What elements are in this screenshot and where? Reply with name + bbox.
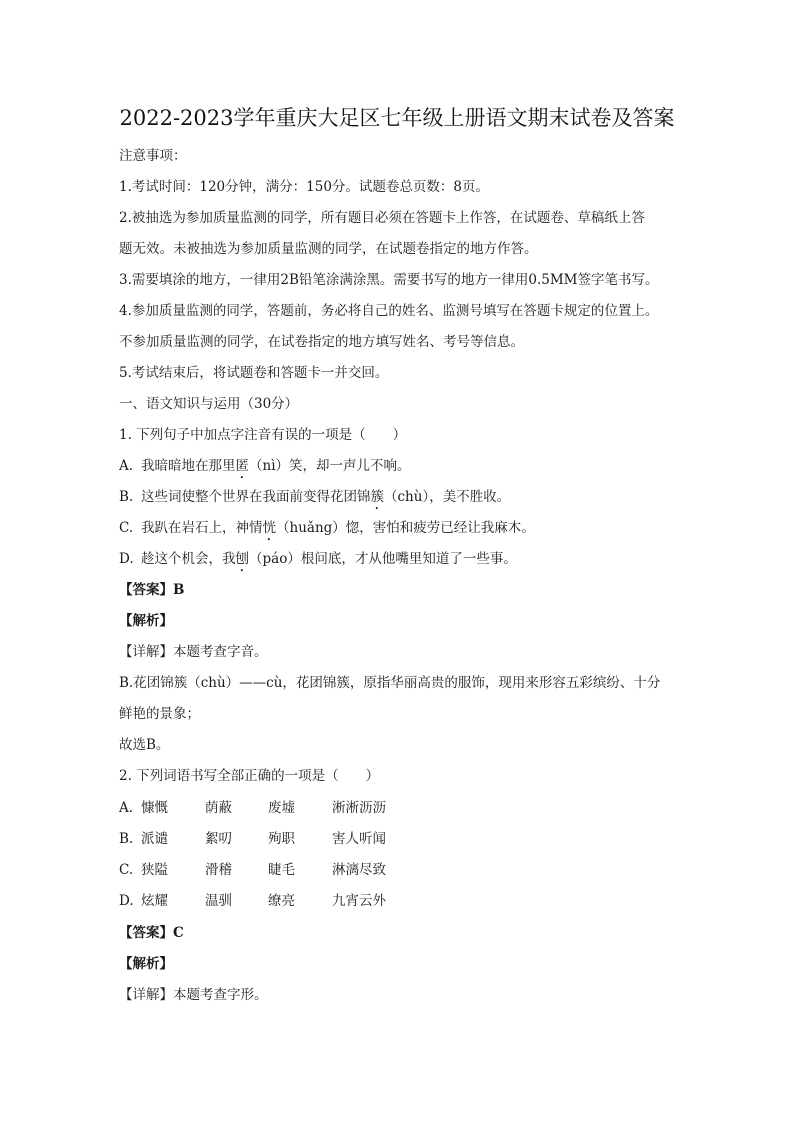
question-1-option-c <box>119 518 535 544</box>
note-item-4: 4.参加质量监测的同学，答题前，务必将自己的姓名、监测号填写在答题卡规定的位置上。 <box>119 303 659 319</box>
option-label: D. <box>119 551 134 567</box>
question-2-option-c <box>119 860 422 880</box>
option-text-pre: 这些词使整个世界在我面前变得花团锦 <box>141 489 371 505</box>
dotted-character: 恍 <box>262 520 276 536</box>
option-text-post: （páo）根问底，才从他嘴里知道了一些事。 <box>249 551 517 567</box>
question-1-option-a <box>119 456 411 482</box>
option-word: 慷慨 <box>141 800 168 816</box>
option-word: 缭亮 <box>268 893 295 909</box>
option-label: A. <box>119 458 134 474</box>
option-text-pre: 我趴在岩石上，神情 <box>141 520 263 536</box>
option-word: 害人听闻 <box>332 831 386 847</box>
question-1-detail: 【详解】本题考查字音。 <box>119 644 268 660</box>
option-label: D. <box>119 893 134 909</box>
note-item-4-cont: 不参加质量监测的同学，在试卷指定的地方填写姓名、考号等信息。 <box>119 334 524 350</box>
option-text-post: （huǎng）惚，害怕和疲劳已经让我麻木。 <box>276 520 535 536</box>
note-item-2: 2.被抽选为参加质量监测的同学，所有题目必须在答题卡上作答，在试题卷、草稿纸上答 <box>119 210 645 226</box>
option-text-pre: 我暗暗地在那里 <box>141 458 236 474</box>
question-1-stem: 1. 下列句子中加点字注音有误的一项是（ ） <box>119 427 407 443</box>
question-1-explanation-cont: 鲜艳的景象； <box>119 706 200 722</box>
note-item-2-cont: 题无效。未被抽选为参加质量监测的同学，在试题卷指定的地方作答。 <box>119 241 538 257</box>
notes-heading: 注意事项： <box>119 148 187 164</box>
option-label: B. <box>119 831 134 847</box>
option-word: 废墟 <box>268 800 295 816</box>
option-word: 荫蔽 <box>205 800 232 816</box>
option-word: 絮叨 <box>205 831 232 847</box>
option-word: 九宵云外 <box>332 893 386 909</box>
question-1-option-d <box>119 549 517 575</box>
dotted-character: 匿 <box>235 458 249 474</box>
question-1-explanation: B.花团锦簇（chù）——cù，花团锦簇，原指华丽高贵的服饰，现用来形容五彩缤纷、十分 <box>119 675 661 691</box>
dotted-character: 簇 <box>370 489 384 505</box>
page-title: 2022-2023学年重庆大足区七年级上册语文期末试卷及答案 <box>119 106 675 130</box>
option-text-pre: 趁这个机会，我 <box>141 551 236 567</box>
option-label: A. <box>119 800 134 816</box>
option-word: 炫耀 <box>141 893 168 909</box>
option-text-post: （chù），美不胜收。 <box>384 489 511 505</box>
option-word: 淋漓尽致 <box>332 862 386 878</box>
note-item-5: 5.考试结束后，将试题卷和答题卡一并交回。 <box>119 365 389 381</box>
dotted-character: 刨 <box>235 551 249 567</box>
question-1-analysis-heading: 【解析】 <box>119 613 173 629</box>
question-2-option-a <box>119 798 422 818</box>
option-word: 淅淅沥沥 <box>332 800 386 816</box>
option-label: C. <box>119 862 134 878</box>
question-2-option-d <box>119 891 422 911</box>
option-word: 睫毛 <box>268 862 295 878</box>
section-heading: 一、语文知识与运用（30分） <box>119 396 299 412</box>
option-label: C. <box>119 520 134 536</box>
option-word: 狭隘 <box>141 862 168 878</box>
option-word: 派谴 <box>141 831 168 847</box>
question-1-option-b <box>119 487 510 513</box>
question-1-conclusion: 故选B。 <box>119 737 170 753</box>
question-2-answer: 【答案】C <box>119 925 184 941</box>
option-word: 滑稽 <box>205 862 232 878</box>
option-label: B. <box>119 489 134 505</box>
note-item-3: 3.需要填涂的地方，一律用2B铅笔涂满涂黑。需要书写的地方一律用0.5MM签字笔书写。 <box>119 272 659 288</box>
option-word: 温驯 <box>205 893 232 909</box>
question-2-option-b <box>119 829 422 849</box>
question-1-answer: 【答案】B <box>119 582 185 598</box>
option-text-post: （nì）笑，却一声儿不响。 <box>249 458 411 474</box>
option-word: 殉职 <box>268 831 295 847</box>
question-2-stem: 2. 下列词语书写全部正确的一项是（ ） <box>119 768 380 784</box>
question-2-detail: 【详解】本题考查字形。 <box>119 987 268 1003</box>
note-item-1: 1.考试时间：120分钟，满分：150分。试题卷总页数：8页。 <box>119 179 490 195</box>
question-2-analysis-heading: 【解析】 <box>119 956 173 972</box>
